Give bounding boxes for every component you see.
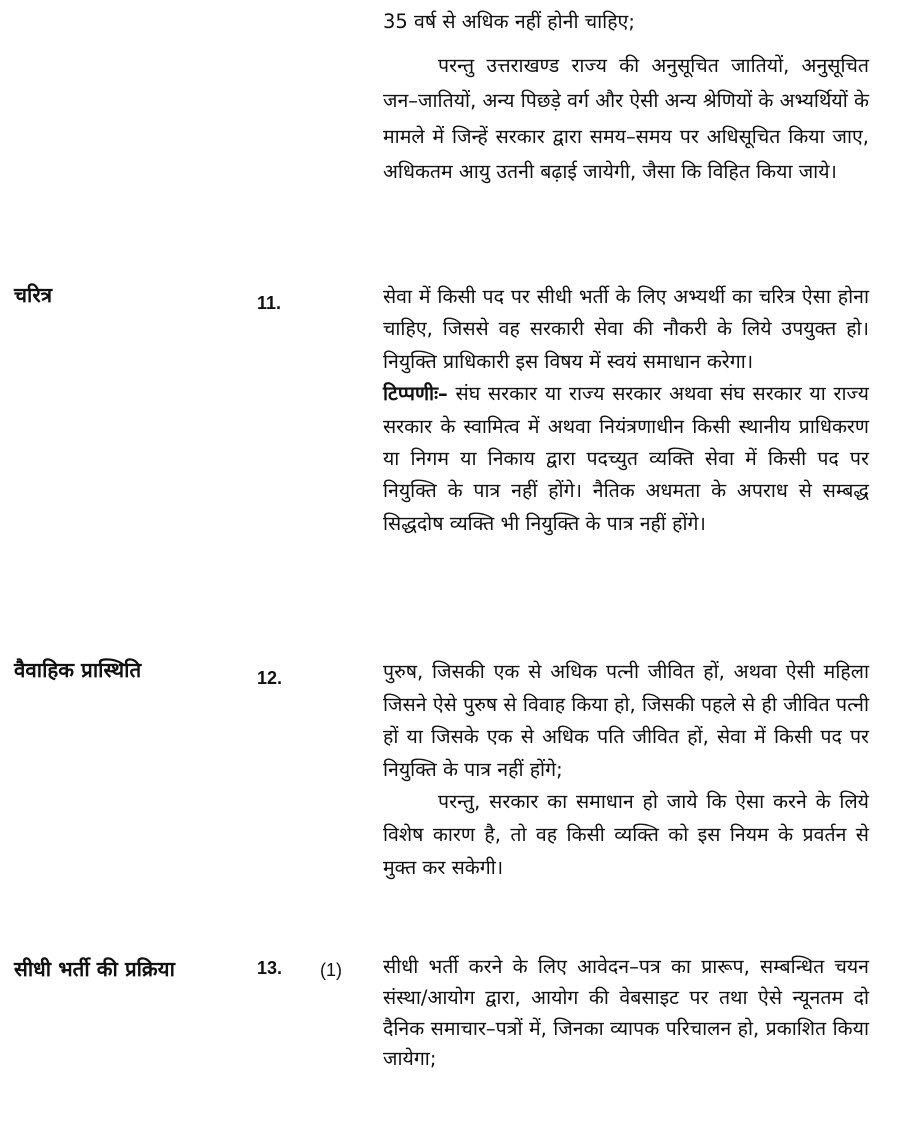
rule-12-proviso: परन्तु, सरकार का समाधान हो जाये कि ऐसा करने के लिये विशेष कारण है, तो वह किसी व्यक्ति को इस नियम के प्रवर्तन से मुक्त कर सकेगी। bbox=[383, 790, 869, 879]
age-proviso: परन्तु उत्तराखण्ड राज्य की अनुसूचित जातियों, अनुसूचित जन–जातियों, अन्य पिछड़े वर्ग और ऐसी अन्य श्रेणियों के अभ्यर्थियों के मामले में जिन्हें सरकार द्वारा समय–समय पर अधिसूचित किया जाए, अधिकतम आयु उतनी बढ़ाई जायेगी, जैसा कि विहित किया जाये। bbox=[383, 53, 869, 183]
rule-11-note bbox=[383, 378, 869, 540]
rule-13-text: सीधी भर्ती करने के लिए आवेदन–पत्र का प्रारूप, सम्बन्धित चयन संस्था/आयोग द्वारा, आयोग की वेबसाइट पर तथा ऐसे न्यूनतम दो दैनिक समाचार–पत्रों में, जिनका व्यापक परिचालन हो, प्रकाशित किया जायेगा; bbox=[383, 955, 869, 1071]
age-limit-line: 35 वर्ष से अधिक नहीं होनी चाहिए; bbox=[383, 10, 635, 33]
rule-12-text: पुरुष, जिसकी एक से अधिक पत्नी जीवित हों, अथवा ऐसी महिला जिसने ऐसे पुरुष से विवाह किया हो, जिसकी पहले से ही जीवित पत्नी हों या जिसके एक से अधिक पति जीवित हों, सेवा में किसी पद पर नियुक्ति के पात्र नहीं होंगे; bbox=[383, 660, 869, 781]
rule-12-number: 12. bbox=[257, 668, 283, 688]
rule-12-body bbox=[383, 656, 869, 884]
rule-13-heading: सीधी भर्ती की प्रक्रिया bbox=[14, 957, 175, 981]
rule-12-heading: वैवाहिक प्रास्थिति bbox=[14, 658, 142, 682]
rule-13-body bbox=[383, 952, 869, 1075]
note-text: संघ सरकार या राज्य सरकार अथवा संघ सरकार या राज्य सरकार के स्वामित्व में अथवा नियंत्रणाधीन किसी स्थानीय प्राधिकरण या निगम या निकाय द्वारा पदच्युत व्यक्ति सेवा में किसी पद पर नियुक्ति के पात्र नहीं होंगे। नैतिक अधमता के अपराध से सम्बद्ध सिद्धदोष व्यक्ति भी नियुक्ति के पात्र नहीं होंगे। bbox=[383, 382, 869, 535]
rule-13-subclause-number: (1) bbox=[320, 960, 342, 980]
rule-11-heading: चरित्र bbox=[14, 283, 53, 307]
rule-11-number: 11. bbox=[257, 293, 282, 313]
rule-11-body bbox=[383, 281, 869, 540]
age-limit-continuation bbox=[383, 4, 869, 190]
note-label: टिप्पणीः– bbox=[383, 382, 448, 406]
rule-11-text: सेवा में किसी पद पर सीधी भर्ती के लिए अभ्यर्थी का चरित्र ऐसा होना चाहिए, जिससे वह सरकारी सेवा की नौकरी के लिये उपयुक्त हो। नियुक्ति प्राधिकारी इस विषय में स्वयं समाधान करेगा। bbox=[383, 285, 869, 373]
rule-13-number: 13. bbox=[257, 958, 283, 978]
